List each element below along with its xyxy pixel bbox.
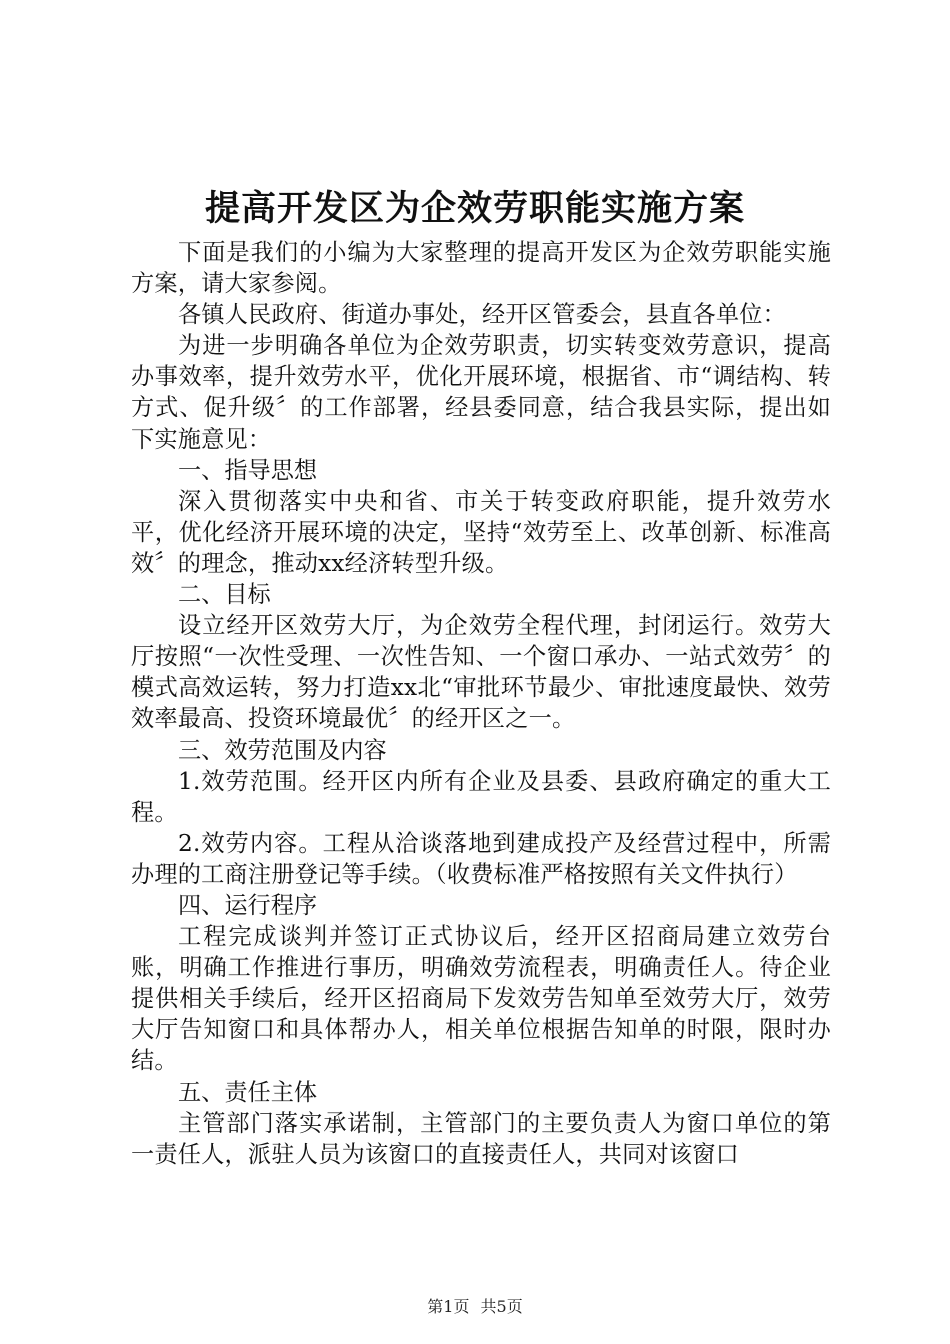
page-number: 第1页	[427, 1297, 470, 1316]
document-body	[131, 237, 831, 1170]
page-total: 共5页	[480, 1297, 523, 1316]
scope-item-2: 2.效劳内容。工程从洽谈落地到建成投产及经营过程中，所需办理的工商注册登记等手续。（收费标准严格按照有关文件执行）	[131, 829, 831, 888]
guiding-thought-paragraph: 深入贯彻落实中央和省、市关于转变政府职能，提升效劳水平，优化经济开展环境的决定，坚持“效劳至上、改革创新、标准高效〞的理念，推动xx经济转型升级。	[131, 487, 831, 577]
page-footer	[0, 1296, 950, 1318]
purpose-paragraph: 为进一步明确各单位为企效劳职责，切实转变效劳意识，提高办事效率，提升效劳水平，优化开展环境，根据省、市“调结构、转方式、促升级〞的工作部署，经县委同意，结合我县实际，提出如下实施意见：	[131, 332, 831, 453]
responsibility-paragraph: 主管部门落实承诺制，主管部门的主要负责人为窗口单位的第一责任人，派驻人员为该窗口的直接责任人，共同对该窗口	[131, 1109, 831, 1168]
goal-paragraph: 设立经开区效劳大厅，为企效劳全程代理，封闭运行。效劳大厅按照“一次性受理、一次性告知、一个窗口承办、一站式效劳〞的模式高效运转，努力打造xx北“审批环节最少、审批速度最快、效劳效率最高、投资环境最优〞的经开区之一。	[131, 612, 831, 733]
document-title: 提高开发区为企效劳职能实施方案	[204, 188, 745, 229]
section-heading-procedure: 四、运行程序	[178, 891, 318, 919]
procedure-paragraph: 工程完成谈判并签订正式协议后，经开区招商局建立效劳台账，明确工作推进行事历，明确效劳流程表，明确责任人。待企业提供相关手续后，经开区招商局下发效劳告知单至效劳大厅，效劳大厅告知窗口和具体帮办人，相关单位根据告知单的时限，限时办结。	[131, 923, 831, 1075]
section-heading-guiding-thought: 一、指导思想	[178, 456, 318, 484]
addressee-paragraph: 各镇人民政府、街道办事处，经开区管委会，县直各单位：	[178, 301, 787, 329]
section-heading-responsibility: 五、责任主体	[178, 1078, 318, 1106]
section-heading-scope: 三、效劳范围及内容	[178, 736, 387, 764]
intro-paragraph: 下面是我们的小编为大家整理的提高开发区为企效劳职能实施方案，请大家参阅。	[131, 239, 831, 298]
scope-item-1: 1.效劳范围。经开区内所有企业及县委、县政府确定的重大工程。	[131, 767, 831, 826]
section-heading-goal: 二、目标	[178, 581, 271, 609]
